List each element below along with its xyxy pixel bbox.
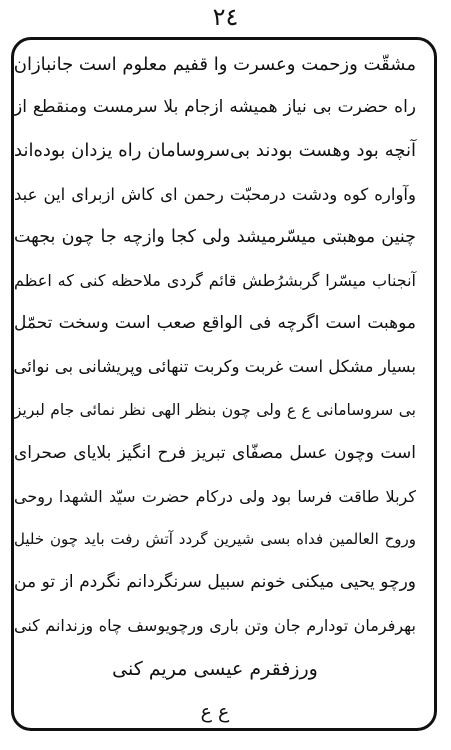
calligraphic-text-body bbox=[14, 43, 416, 734]
text-line-centered: ورزفقرم عیسی مریم کنی bbox=[112, 657, 318, 680]
text-line: کربلا طاقت فرسا بود ولی درکام حضرت سیّد الشهدا روحی bbox=[14, 486, 416, 506]
text-line: آنجناب میسّرا گربشرُطش قائم گردی ملاحظه کنی که اعظم bbox=[14, 270, 416, 290]
text-line: وآواره کوه ودشت درمحبّت رحمن ای کاش ازبرای این عبد bbox=[14, 184, 416, 204]
closing-signature-line: ع ع bbox=[200, 700, 230, 723]
text-line: بسیار مشکل است غربت وکربت تنهائی وپریشانی بی نوائی bbox=[13, 357, 416, 377]
text-line: چنین موهبتی میسّرمیشد ولی کجا وازچه جا چون بجهت bbox=[14, 226, 416, 247]
text-line: راه حضرت بی نیاز همیشه ازجام بلا سرمست ومنقطع از bbox=[14, 97, 416, 118]
text-line: است وچون عسل مصفّای تبریز فرح انگیز بلایای صحرای bbox=[14, 442, 416, 463]
text-line: آنچه بود وهست بودند بی‌سروسامان راه یزدان بوده‌اند bbox=[14, 140, 416, 162]
text-line: مشقّت وزحمت وعسرت وا قفیم معلوم است جانبازان bbox=[13, 54, 416, 75]
text-line: بی سروسامانی ع ع ولی چون بنظر الهی نظر نمائی جام لبریز bbox=[14, 400, 416, 419]
text-line: وروح العالمین فداه بسی شیرین گردد آتش رفت باید چون خلیل bbox=[14, 530, 416, 549]
text-line: موهبت است اگرچه فی الواقع صعب است وسخت تحمّل bbox=[14, 313, 416, 334]
page-number: ٢٤ bbox=[212, 3, 239, 31]
text-line: ورچو یحیی میکنی خونم سبیل سرنگردانم نگردم از تو من bbox=[14, 572, 416, 593]
text-line: بهرفرمان تودارم جان وتن باری ورچویوسف چاه وزندانم کنی bbox=[14, 616, 416, 636]
